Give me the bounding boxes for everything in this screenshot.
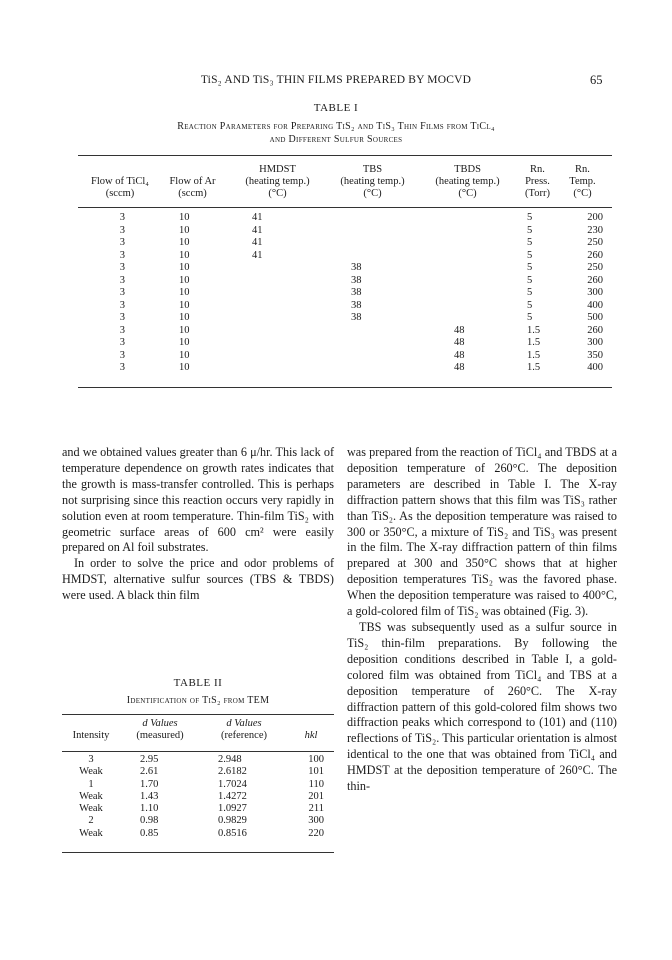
table2-label: TABLE II — [173, 677, 223, 689]
table1-caption-line2: and Different Sulfur Sources — [269, 134, 403, 145]
table-row: 3 2.95 2.948 100 — [88, 754, 324, 765]
table1-caption-line1: Reaction Parameters for Preparing TiS₂ and TiS₃ Thin Films from TiCl₄ — [177, 121, 495, 132]
table1-header-cell: HMDST (heating temp.) (°C) — [245, 164, 310, 199]
table2-caption: Identification of TiS₂ from TEM — [126, 695, 270, 706]
table-row: 3 10 38 5 300 — [119, 287, 603, 298]
table1-header-cell: TBDS (heating temp.) (°C) — [435, 164, 500, 199]
table-row: 2 0.98 0.9829 300 — [88, 815, 324, 827]
table2-bottom-rule — [62, 852, 334, 853]
paragraph: and we obtained values greater than 6 μ/hr. This lack of temperature dependence on growth rates indicates that the growth is mass-transfer controlled. This is perhaps not surprising since this reaction occurs very rapidly in solution even at room temperature. Thin-film TiS₂ with geometric surface areas of 600 cm² were easily prepared on Al foil substrates. — [62, 445, 334, 555]
running-head: TiS₂ AND TiS₃ THIN FILMS PREPARED BY MOCVD — [200, 74, 472, 86]
table1 — [85, 162, 605, 375]
table2-header-row — [62, 716, 334, 748]
table1-label: TABLE I — [313, 102, 359, 114]
page-number: 65 — [590, 73, 603, 87]
table-row: 3 10 38 5 400 — [119, 299, 603, 311]
table1-header-cell: Rn. Temp. (°C) — [569, 164, 596, 199]
table-row: 3 10 41 5 260 — [119, 249, 603, 261]
table-row: 3 10 48 1.5 260 — [119, 324, 603, 336]
table-row: 3 10 48 1.5 350 — [119, 349, 603, 361]
table-row: 3 10 41 5 250 — [119, 237, 603, 248]
table1-header-cell: Rn. Press. (Torr) — [525, 164, 550, 199]
table1-header-row — [85, 162, 605, 206]
table-row: 3 10 48 1.5 300 — [119, 337, 603, 348]
table2-header-cell: d Values (reference) — [220, 718, 268, 741]
table-row: 3 10 38 5 250 — [119, 262, 603, 273]
table2-header-cell: Intensity — [72, 730, 110, 741]
table1-top-rule — [78, 155, 612, 156]
table1-header-cell: Flow of TiCl₄ (sccm) — [91, 176, 149, 199]
table2 — [62, 716, 334, 840]
table-row: 3 10 41 5 200 — [119, 212, 603, 223]
table-row: Weak 1.10 1.0927 211 — [79, 803, 324, 815]
table-row: 1 1.70 1.7024 110 — [88, 778, 324, 790]
table-row: 3 10 38 5 500 — [119, 312, 603, 323]
table-row: 3 10 41 5 230 — [119, 224, 603, 236]
left-column-text — [62, 445, 334, 604]
table-row: 3 10 48 1.5 400 — [119, 362, 603, 373]
table-row: Weak 2.61 2.6182 101 — [79, 766, 324, 778]
table-row: 3 10 38 5 260 — [119, 274, 603, 286]
table2-top-rule — [62, 714, 334, 715]
table1-bottom-rule — [78, 387, 612, 388]
table1-header-cell: Flow of Ar (sccm) — [169, 176, 216, 199]
paragraph: was prepared from the reaction of TiCl₄ and TBDS at a deposition temperature of 260°C. The deposition parameters are described in Table I. The X-ray diffraction pattern shows that this film was TiS₃ rather than TiS₂. As the deposition temperature was raised to 300 or 350°C, a mixture of TiS₂ and TiS₃ was present in the film. The X-ray diffraction pattern of thin films prepared at 300 and 350°C shows that at higher deposition temperatures TiS₂ was the favored phase. When the deposition temperature was raised to 400°C, a gold-colored film of TiS₂ was obtained (Fig. 3). — [347, 445, 617, 619]
table1-caption — [100, 120, 572, 146]
right-column-text — [347, 445, 617, 795]
table-row: Weak 1.43 1.4272 201 — [79, 790, 324, 802]
table2-header-cell: d Values (measured) — [136, 718, 184, 741]
table-row: Weak 0.85 0.8516 220 — [79, 827, 324, 839]
table2-header-cell: hkl — [304, 730, 318, 741]
paragraph: TBS was subsequently used as a sulfur source in TiS₂ thin-film preparations. By following the deposition conditions described in Table I, a gold-colored film was obtained from TiCl₄ and TBS at a deposition temperature of 260°C. The X-ray diffraction pattern of this gold-colored film shows two diffraction peaks which correspond to (101) and (110) reflections of TiS₂. This particular orientation is almost identical to the one that was obtained from TiCl₄ and HMDST at the deposition temperature of 260°C. The thin- — [347, 619, 617, 794]
table1-header-cell: TBS (heating temp.) (°C) — [340, 164, 405, 199]
paragraph: In order to solve the price and odor problems of HMDST, alternative sulfur sources (TBS & TBDS) were used. A black thin film — [62, 556, 334, 603]
